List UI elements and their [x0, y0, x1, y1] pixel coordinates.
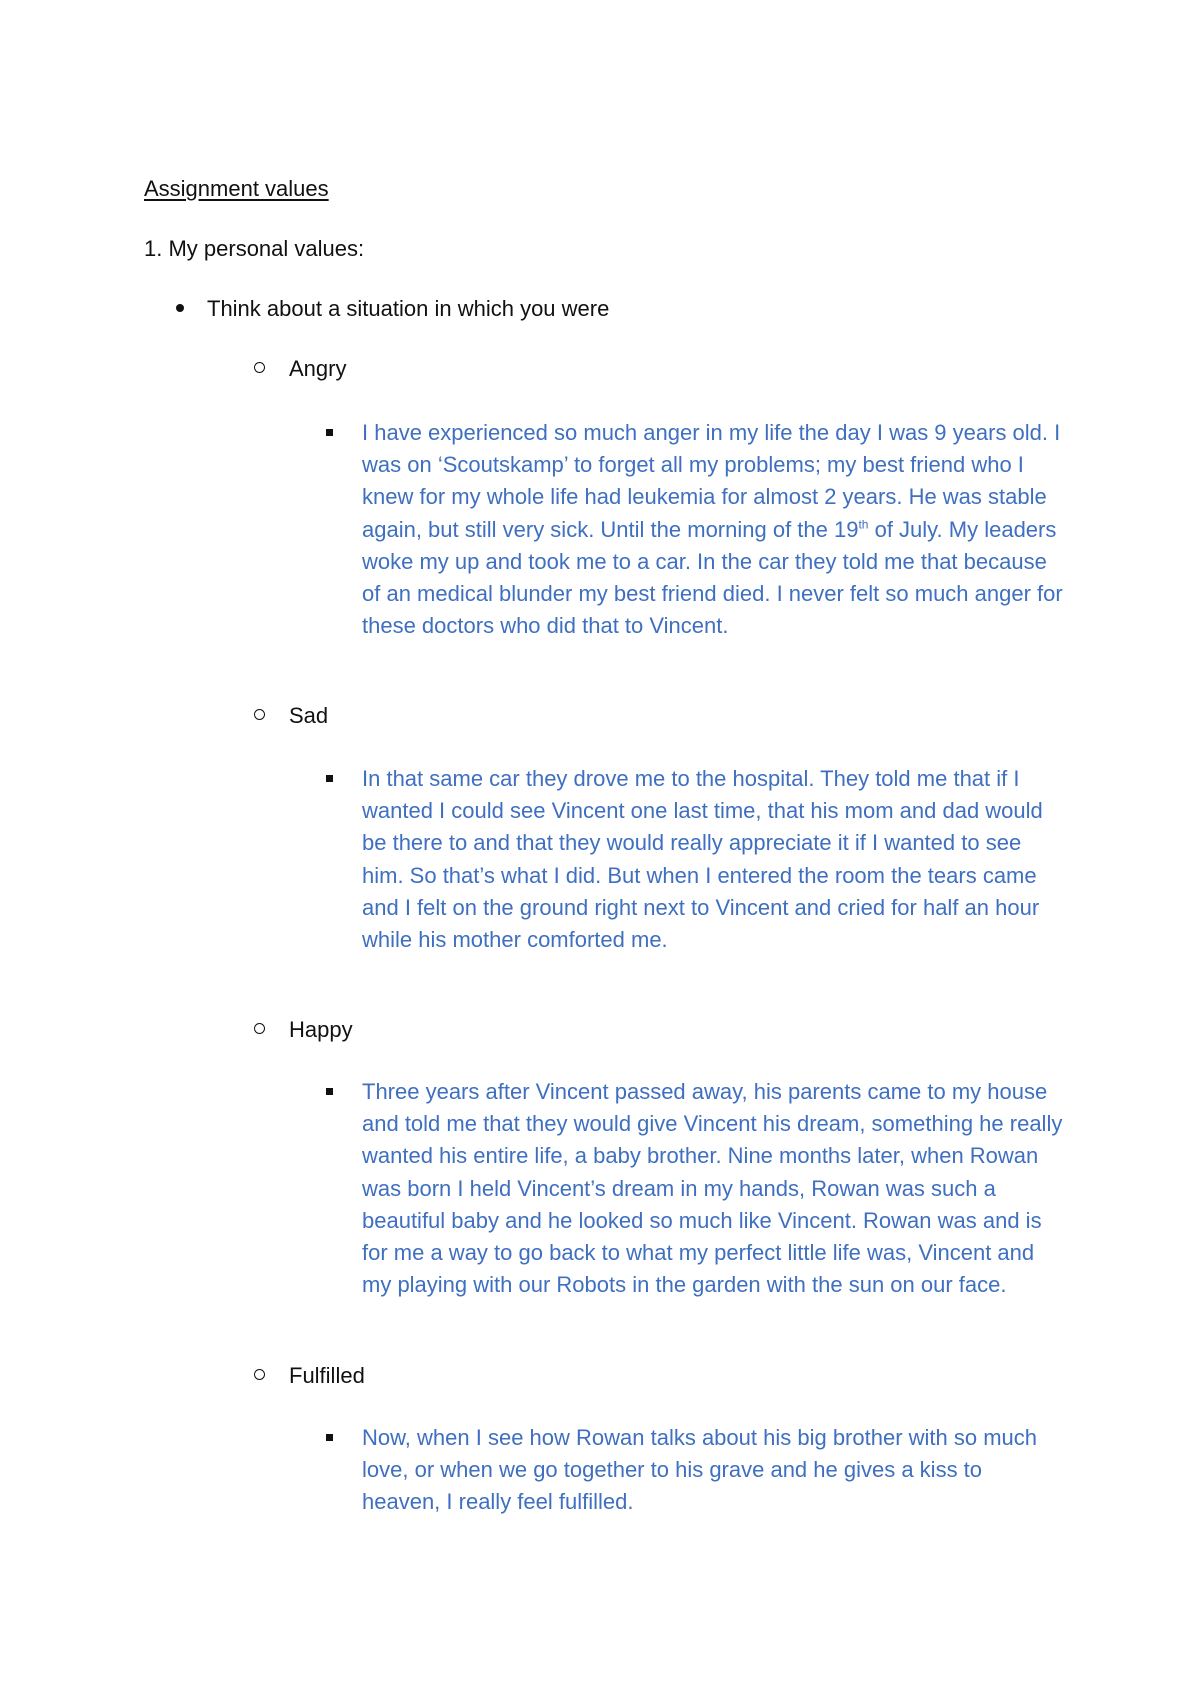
emotion-paragraph-fulfilled	[326, 1422, 1066, 1519]
paragraph-text-part: of July. My leaders woke my up and took me to a car. In the car they told me that because of an medical blunder my best friend died. I never felt so much anger for these doctors who did that to Vincent.	[362, 516, 1063, 639]
emotion-item-fulfilled	[254, 1363, 365, 1389]
paragraph-text: In that same car they drove me to the hospital. They told me that if I wanted I could see Vincent one last time, that his mom and dad would be there to and that they would really appreciate it if I wanted to see him. So that’s what I did. But when I entered the room the tears came and I felt on the ground right next to Vincent and cried for half an hour while his mother comforted me.	[362, 766, 1043, 953]
paragraph-text	[362, 417, 1066, 642]
circle-bullet-icon	[254, 709, 265, 720]
paragraph-text: Now, when I see how Rowan talks about his big brother with so much love, or when we go together to his grave and he gives a kiss to heaven, I really feel fulfilled.	[362, 1425, 1038, 1515]
emotion-paragraph-sad	[326, 763, 1066, 956]
paragraph-text-part: I have experienced so much anger in my life the day I was 9 years old. I was on ‘Scoutskamp’ to forget all my problems; my best friend who I knew for my whole life had leukemia for almost 2 years. He was stable again, but still very sick. Until the morning of the 19	[362, 420, 1061, 542]
square-bullet-icon	[326, 1434, 333, 1441]
emotion-paragraph-happy	[326, 1076, 1066, 1301]
square-bullet-icon	[326, 1088, 333, 1095]
prompt-text: Think about a situation in which you were	[207, 296, 610, 321]
section-heading: 1. My personal values:	[144, 236, 365, 261]
emotion-item-happy	[254, 1017, 353, 1043]
prompt-bullet	[176, 296, 609, 322]
emotion-item-sad	[254, 703, 328, 729]
emotion-paragraph-angry	[326, 417, 1066, 642]
emotion-label: Fulfilled	[289, 1363, 365, 1388]
square-bullet-icon	[326, 429, 333, 436]
square-bullet-icon	[326, 775, 333, 782]
emotion-label: Angry	[289, 356, 347, 381]
bullet-dot-icon	[176, 304, 184, 312]
document-title: Assignment values	[144, 176, 329, 201]
circle-bullet-icon	[254, 1369, 265, 1380]
ordinal-suffix: th	[858, 517, 869, 532]
circle-bullet-icon	[254, 362, 265, 373]
emotion-item-angry	[254, 356, 346, 382]
emotion-label: Sad	[289, 703, 329, 728]
paragraph-text: Three years after Vincent passed away, his parents came to my house and told me that they would give Vincent his dream, something he really wanted his entire life, a baby brother. Nine months later, when Rowan was born I held Vincent’s dream in my hands, Rowan was such a beautiful baby and he looked so much like Vincent. Rowan was and is for me a way to go back to what my perfect little life was, Vincent and my playing with our Robots in the garden with the sun on our face.	[362, 1079, 1063, 1298]
circle-bullet-icon	[254, 1023, 265, 1034]
emotion-label: Happy	[289, 1017, 353, 1042]
